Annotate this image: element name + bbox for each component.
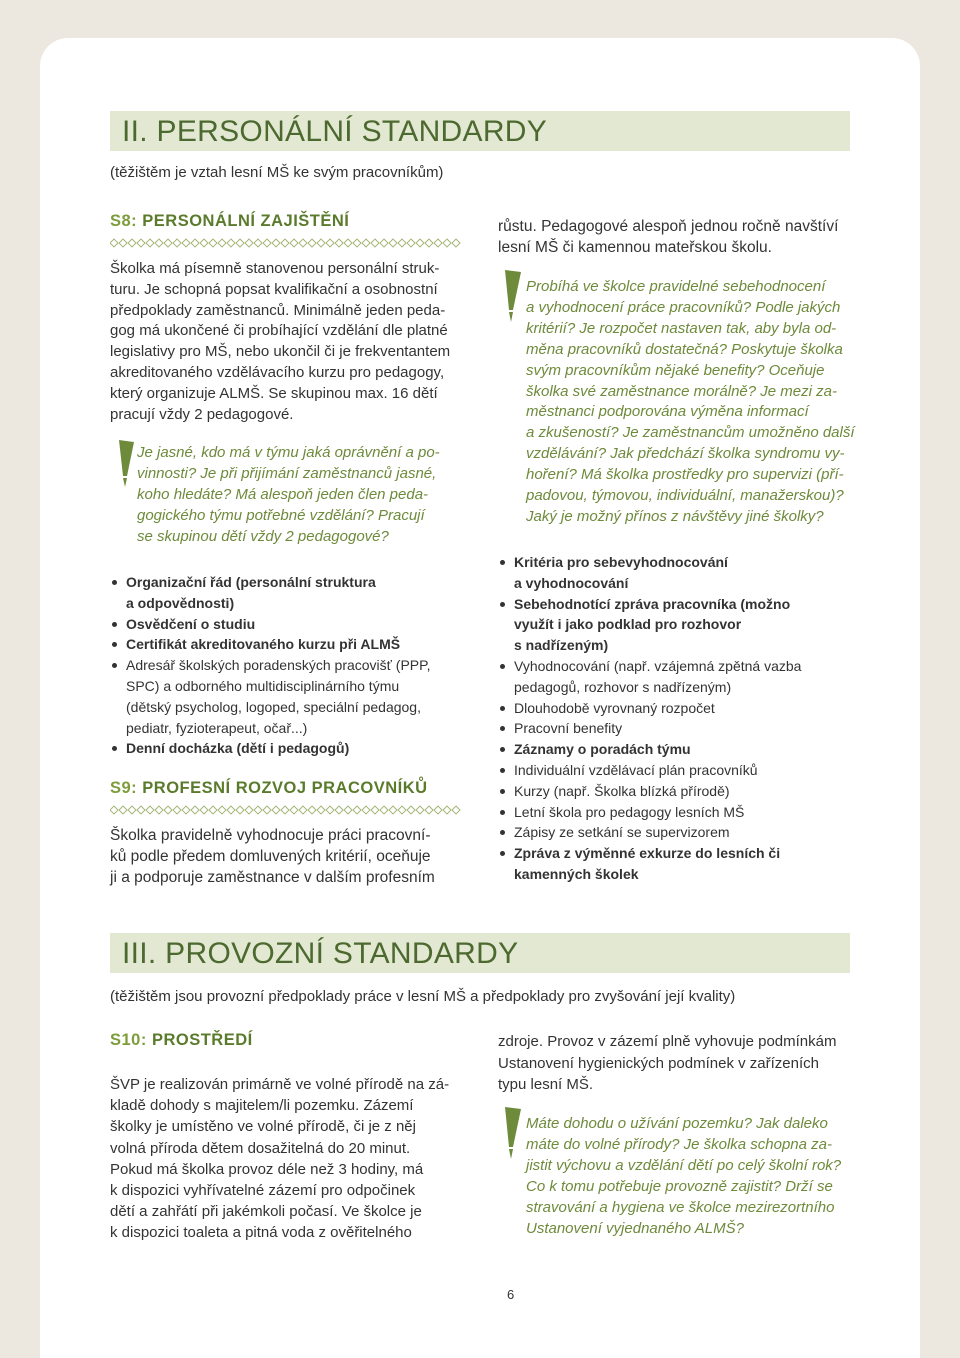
s10-question-line: Máte dohodu o užívání pozemku? Jak daleko bbox=[526, 1115, 828, 1132]
section-3-title: III. PROVOZNÍ STANDARDY bbox=[122, 937, 519, 970]
section-2-title-band bbox=[110, 111, 850, 151]
list-item: Zpráva z výměnné exkurze do lesních či kamenných školek bbox=[498, 843, 858, 885]
s8-heading bbox=[110, 212, 349, 231]
s9-questions bbox=[526, 277, 866, 528]
s8-evidence-list bbox=[110, 572, 470, 759]
s8-questions bbox=[137, 443, 477, 548]
s10-line: k dispozici toaleta a pitná voda z ověřitelného bbox=[110, 1224, 412, 1242]
s8-paragraph bbox=[110, 259, 465, 425]
s8-question-line: Je jasné, kdo má v týmu jaká oprávnění a po- bbox=[137, 444, 440, 461]
list-item: Vyhodnocování (např. vzájemná zpětná vazba pedagogů, rozhovor s nadřízeným) bbox=[498, 656, 858, 698]
list-item: Individuální vzdělávací plán pracovníků bbox=[498, 760, 858, 781]
s8-line: Školka má písemně stanovenou personální struk- bbox=[110, 260, 440, 277]
s8-ornament bbox=[110, 238, 462, 248]
s10-paragraph-continued bbox=[498, 1031, 868, 1096]
list-item: Kritéria pro sebevyhodnocování a vyhodnocování bbox=[498, 552, 858, 594]
s10-question-line: Co k tomu potřebuje provozně zajistit? Drží se bbox=[526, 1177, 833, 1195]
pencil-exclamation-icon bbox=[115, 440, 135, 498]
s9-line: Školka pravidelně vyhodnocuje práci pracovní- bbox=[110, 827, 431, 844]
s9-line: ji a podporuje zaměstnance v dalším profesním bbox=[110, 869, 435, 886]
s10-heading bbox=[110, 1031, 253, 1050]
s10-questions bbox=[526, 1114, 866, 1239]
s8-code: S8: bbox=[110, 212, 138, 230]
page-number: 6 bbox=[507, 1287, 515, 1302]
list-item: Letní škola pro pedagogy lesních MŠ bbox=[498, 802, 858, 823]
s10-line: typu lesní MŠ. bbox=[498, 1076, 594, 1093]
s9-evidence-list bbox=[498, 552, 858, 885]
list-item: Pracovní benefity bbox=[498, 718, 858, 739]
s8-line: předpoklady zaměstnanců. Minimálně jeden peda- bbox=[110, 301, 446, 319]
s8-line: pracují vždy 2 pedagogové. bbox=[110, 405, 294, 423]
s9-heading bbox=[110, 779, 428, 798]
s8-line: legislativy pro MŠ, nebo ukončil či je frekventantem bbox=[110, 343, 451, 361]
list-item: Kurzy (např. Školka blízká přírodě) bbox=[498, 781, 858, 802]
list-item: Organizační řád (personální struktura a odpovědnosti) bbox=[110, 572, 470, 614]
s10-line: Pokud má školka provoz déle než 3 hodiny, má bbox=[110, 1160, 424, 1178]
s10-code: S10: bbox=[110, 1031, 147, 1049]
s9-question-line: hoření? Má školka prostředky pro supervizi (pří- bbox=[526, 466, 844, 484]
list-item: Sebehodnotící zpráva pracovníka (možno využít i jako podklad pro rozhovor s nadřízeným) bbox=[498, 594, 858, 656]
s10-title: PROSTŘEDÍ bbox=[151, 1031, 253, 1049]
s8-question-line: vinnosti? Je při přijímání zaměstnanců jasné, bbox=[137, 464, 437, 482]
s10-line: k dispozici vyhřívatelné zázemí pro odpočinek bbox=[110, 1182, 416, 1200]
s10-line: školky je umístěno ve volné přírodě, či je z něj bbox=[110, 1118, 416, 1136]
s10-question-line: máte do volné přírody? Je školka schopna za- bbox=[526, 1135, 832, 1153]
s10-question-line: stravování a hygiena ve školce mezirezortního bbox=[526, 1198, 835, 1216]
s9-line: růstu. Pedagogové alespoň jednou ročně navštíví bbox=[498, 218, 839, 235]
s9-question-line: kritérií? Je rozpočet nastaven tak, aby byla od- bbox=[526, 319, 837, 337]
s10-question-line: Ustanovení vyjednaného ALMŠ? bbox=[526, 1219, 744, 1237]
s8-line: který organizuje ALMŠ. Se skupinou max. 16 dětí bbox=[110, 384, 438, 402]
section-3-title-band bbox=[110, 933, 850, 973]
s9-paragraph-continued bbox=[498, 216, 868, 258]
s10-line: kladě dohody s majitelem/li pozemku. Zázemí bbox=[110, 1097, 414, 1115]
list-item: Záznamy o poradách týmu bbox=[498, 739, 858, 760]
s8-line: gog má ukončené či probíhající vzdělání dle platné bbox=[110, 322, 448, 340]
section-3-subtitle: (těžištěm jsou provozní předpoklady práce v lesní MŠ a předpoklady pro zvyšování její kvality) bbox=[110, 988, 736, 1005]
list-item: Adresář školských poradenských pracovišť (PPP, SPC) a odborného multidisciplinárního týmu (dětský psycholog, logoped, speciální pedagog, pediatr, fyzioterapeut, očař...) bbox=[110, 655, 470, 738]
s9-code: S9: bbox=[110, 779, 138, 797]
pencil-exclamation-icon bbox=[500, 270, 522, 332]
s8-line: akreditovaného vzdělávacího kurzu pro pedagogy, bbox=[110, 363, 445, 381]
list-item: Osvědčení o studiu bbox=[110, 614, 470, 635]
s8-question-line: koho hledáte? Má alespoň jeden člen peda- bbox=[137, 485, 429, 503]
s10-paragraph bbox=[110, 1074, 462, 1244]
s10-line: zdroje. Provoz v zázemí plně vyhovuje podmínkám bbox=[498, 1033, 837, 1050]
s10-line: Ustanovení hygienických podmínek v zařízeních bbox=[498, 1054, 819, 1072]
s9-question-line: svým pracovníkům nějaké benefity? Oceňuje bbox=[526, 361, 825, 379]
s10-line: ŠVP je realizován primárně ve volné přírodě na zá- bbox=[110, 1076, 450, 1093]
s10-line: volná příroda dětem dosažitelná do 20 minut. bbox=[110, 1139, 411, 1157]
s10-question-line: jistit výchovu a vzdělání dětí po celý školní rok? bbox=[526, 1156, 842, 1174]
s9-question-line: padovou, týmovou, individuální, manažerskou)? bbox=[526, 487, 844, 505]
s9-paragraph bbox=[110, 825, 465, 888]
s9-question-line: Probíhá ve školce pravidelné sebehodnocení bbox=[526, 278, 826, 295]
s9-question-line: školka své zaměstnance morálně? Je mezi za- bbox=[526, 382, 837, 400]
s9-question-line: vzdělávání? Jak předchází školka syndromu vy- bbox=[526, 445, 845, 463]
s8-title: PERSONÁLNÍ ZAJIŠTĚNÍ bbox=[142, 212, 350, 230]
s9-question-line: a zkušeností? Je zaměstnancům umožněno další bbox=[526, 424, 855, 442]
s9-question-line: a vyhodnocení práce pracovníků? Podle jakých bbox=[526, 298, 841, 316]
s8-question-line: se skupinou dětí vždy 2 pedagogové? bbox=[137, 527, 389, 545]
section-2-title: II. PERSONÁLNÍ STANDARDY bbox=[122, 115, 548, 148]
s9-ornament bbox=[110, 805, 462, 815]
list-item: Dlouhodobě vyrovnaný rozpočet bbox=[498, 698, 858, 719]
list-item: Denní docházka (dětí i pedagogů) bbox=[110, 738, 470, 759]
s10-line: dětí a zahřátí při jakémkoli počasí. Ve školce je bbox=[110, 1203, 422, 1221]
s9-question-line: městnanci podporována výměna informací bbox=[526, 403, 809, 421]
s9-question-line: měna pracovníků dostatečná? Poskytuje školka bbox=[526, 340, 843, 358]
pencil-exclamation-icon bbox=[500, 1107, 522, 1169]
s8-question-line: gogického týmu potřebné vzdělání? Pracují bbox=[137, 506, 425, 524]
section-2-subtitle: (těžištěm je vztah lesní MŠ ke svým pracovníkům) bbox=[110, 164, 444, 181]
s9-title: PROFESNÍ ROZVOJ PRACOVNÍKŮ bbox=[142, 779, 428, 797]
s9-line: lesní MŠ či kamennou mateřskou školu. bbox=[498, 239, 772, 256]
list-item: Zápisy ze setkání se supervizorem bbox=[498, 822, 858, 843]
list-item: Certifikát akreditovaného kurzu při ALMŠ bbox=[110, 634, 470, 655]
s9-question-line: Jaký je možný přínos z návštěvy jiné školky? bbox=[526, 507, 824, 525]
s8-line: turu. Je schopná popsat kvalifikační a osobnostní bbox=[110, 280, 438, 298]
s9-line: ků podle předem domluvených kritérií, oceňuje bbox=[110, 848, 431, 865]
